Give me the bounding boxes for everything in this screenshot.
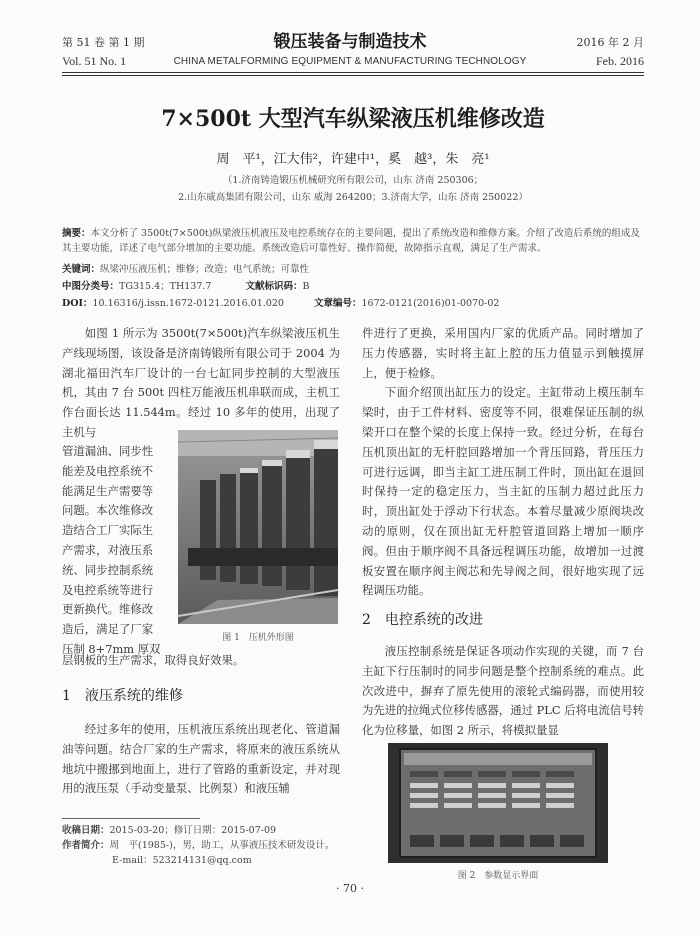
footnote-email: E-mail：523214131@qq.com	[112, 855, 252, 866]
clc-number: TG315.4；TH137.7	[119, 281, 212, 292]
abstract-label: 摘要：	[62, 228, 91, 239]
figure-1-press-photo	[178, 430, 338, 624]
intro-paragraph	[62, 324, 340, 443]
abstract	[62, 226, 644, 256]
section-2-body	[362, 642, 644, 741]
footnote-received	[62, 824, 276, 838]
doi-label: DOI：	[62, 298, 93, 309]
wrap-line: 能差及电控系统不	[62, 463, 154, 478]
wrap-line: 造后，满足了厂家	[62, 622, 154, 637]
right-paragraph-2: 下面介绍顶出缸压力的设定。主缸带动上模压制车梁时，由于工件材料、密度等不同，很难保证压制的纵梁开口在整个梁的长度上保持一致。经过分析，在每台压机顶出缸的无杆腔回路增加一个背压回路，背压压力可进行远调，即当主缸工进压制工件时，顶出缸在退回时保持一定的稳定压力，当主缸的压制力超过此压力时，顶出缸处于浮动下行状态。本着尽量减少原阀块改动的原则，仅在顶出缸无杆腔管道回路上增加一顺序阀。但由于顺序阀不具备远程调压功能，故增加一过渡板安置在顺序阀主阀芯和先导阀之间，很好地实现了远程调压功能。	[362, 385, 644, 598]
keywords	[62, 262, 644, 277]
wrap-line: 造结合工厂实际生	[62, 523, 154, 538]
abstract-text: 本文分析了 3500t(7×500t)纵梁液压机液压及电控系统存在的主要问题，提出了系统改造和维修方案。介绍了改造后系统的组成及其主要功能，详述了电气部分增加的主要功能。系统改造后可靠性好、操作简便，故障指示直观，满足了生产需求。	[62, 228, 640, 254]
doi-line	[62, 296, 644, 311]
volume-issue-cn: 第 51 卷 第 1 期	[62, 36, 145, 49]
header-rule	[62, 72, 644, 73]
wrap-line: 更新换代。维修改	[62, 602, 154, 617]
journal-name-en: CHINA METALFORMING EQUIPMENT & MANUFACTURING TECHNOLOGY	[173, 56, 527, 67]
intro-end	[62, 651, 340, 671]
received-dates: 2015-03-20；修订日期：2015-07-09	[109, 825, 277, 836]
affiliation-line-2: 2.山东威高集团有限公司，山东 威海 264200；3.济南大学，山东 济南 250022）	[178, 192, 528, 203]
wrap-line: 管道漏油、同步性	[62, 444, 154, 458]
clc-label: 中图分类号：	[62, 281, 120, 292]
intro-end-text: 层钢板的生产需求，取得良好效果。	[62, 653, 245, 667]
doi-value: 10.16316/j.issn.1672-0121.2016.01.020	[92, 298, 284, 309]
section-1-body	[62, 720, 340, 799]
right-column-text	[362, 324, 644, 601]
section-2-heading: 2 电控系统的改进	[362, 612, 483, 628]
article-title: 7×500t 大型汽车纵梁液压机维修改造	[161, 106, 545, 132]
wrap-line: 产需求，对液压系	[62, 542, 154, 557]
footnote-author	[62, 839, 334, 853]
author-list: 周 平¹，江大伟²，许建中¹，奚 越³，朱 亮¹	[216, 152, 490, 167]
issue-date-cn: 2016 年 2 月	[576, 36, 644, 49]
classification-line	[62, 279, 644, 294]
section-1-text: 经过多年的使用，压机液压系统出现老化、管道漏油等问题。结合厂家的生产需求，将原来的液压系统从地坑中搬挪到地面上，进行了管路的重新设定，并对现用的液压泵（手动变量泵、比例泵）和液压辅	[62, 722, 340, 796]
page-number: · 70 ·	[336, 882, 364, 895]
figure-2-parameter-screen	[388, 743, 608, 863]
article-number-label: 文章编号：	[313, 298, 362, 309]
section-1-heading: 1 液压系统的维修	[62, 688, 183, 704]
intro-text: 如图 1 所示为 3500t(7×500t)汽车纵梁液压机生产线现场图，该设备是济南铸锻所有限公司于 2004 为湖北福田汽车厂设计的一台七缸同步控制的大型液压机，其由 7 台 500t 四柱万能液压机串联而成，主机工作台面长达 11.544m。经过 10 多年的使用，出现了主机与	[62, 326, 340, 439]
document-code: B	[302, 281, 310, 292]
figure-2-caption: 图 2 参数显示界面	[457, 871, 539, 881]
wrap-line: 统、同步控制系统	[62, 562, 154, 577]
wrap-line: 压制 8+7mm 厚双	[62, 641, 161, 656]
document-code-label: 文献标识码：	[245, 281, 303, 292]
wrap-line: 能满足生产需要等	[62, 483, 154, 498]
author-bio-label: 作者简介：	[62, 840, 110, 851]
wrap-line: 及电控系统等进行	[62, 582, 154, 597]
keywords-label: 关键词：	[62, 264, 101, 275]
intro-wrap-text	[62, 442, 174, 660]
author-bio: 周 平(1985-)，男，助工，从事液压技术研发设计。	[109, 840, 335, 851]
issue-date-en: Feb. 2016	[596, 54, 644, 68]
header-rule-thin	[62, 75, 644, 76]
keywords-text: 纵梁冲压液压机；维修；改造；电气系统；可靠性	[100, 264, 310, 275]
volume-issue-en: Vol. 51 No. 1	[62, 54, 127, 68]
section-2-text: 液压控制系统是保证各项动作实现的关键，而 7 台主缸下行压制时的同步问题是整个控制系统的难点。此次改进中，摒弃了原先使用的滚轮式编码器，而使用较为先进的拉绳式位移传感器，通过 PLC 后将电流信号转化为位移量，如图 2 所示，将模拟量显	[362, 644, 644, 738]
wrap-line: 问题。本次维修改	[62, 503, 154, 518]
footnote-rule	[62, 818, 200, 819]
article-number: 1672-0121(2016)01-0070-02	[361, 298, 500, 309]
received-label: 收稿日期：	[62, 825, 110, 836]
affiliation-line-1: （1.济南铸造锻压机械研究所有限公司，山东 济南 250306；	[222, 175, 484, 186]
journal-name-cn: 锻压装备与制造技术	[273, 32, 427, 52]
right-paragraph-1: 件进行了更换，采用国内厂家的优质产品。同时增加了压力传感器，实时将主缸上腔的压力值显示到触摸屏上，便于检修。	[362, 326, 644, 380]
figure-1-caption: 图 1 压机外形图	[222, 633, 294, 643]
